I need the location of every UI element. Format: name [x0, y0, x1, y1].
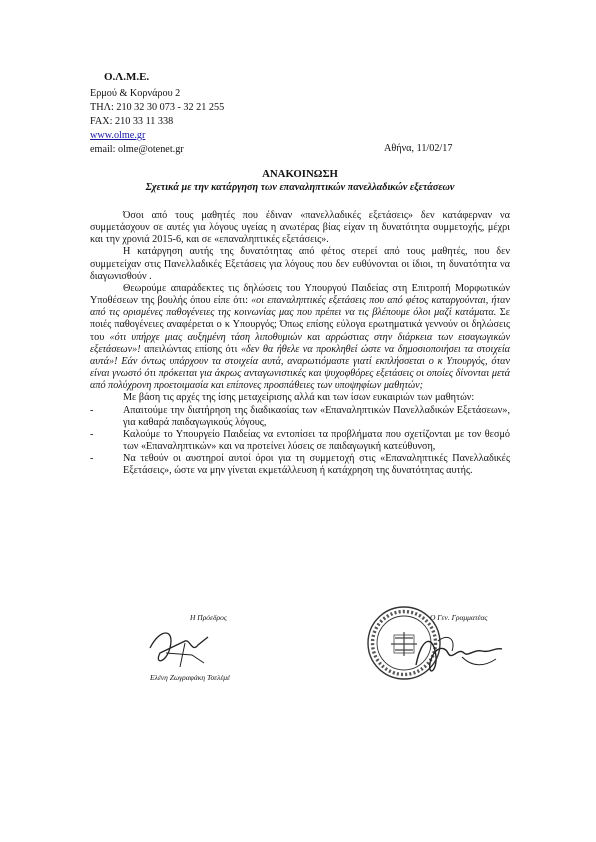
president-role: Η Πρόεδρος	[190, 613, 227, 622]
document-title: ΑΝΑΚΟΙΝΩΣΗ	[262, 168, 338, 180]
secretary-signature-block	[408, 613, 508, 683]
demand-text: Να τεθούν οι αυστηροί αυτοί όροι για τη συμμετοχή στις «Επαναληπτικές Πανελλαδικές Εξετάσεις», ώστε να μην γίνεται εκμετάλλευση ή κατάχρηση της δυνατότητας αυτής.	[123, 453, 510, 477]
president-signature	[130, 623, 250, 673]
letterhead	[90, 70, 224, 157]
org-name: Ο.Λ.Μ.Ε.	[104, 71, 150, 83]
paragraph-3-text-e: απειλώντας επίσης ότι	[140, 343, 241, 355]
date: Αθήνα, 11/02/17	[384, 143, 453, 154]
demand-item	[90, 429, 510, 453]
paragraph-3-text-a: Θεωρούμε απαράδεκτες τις δηλώσεις του Υπουργού Παιδείας στη Επιτροπή Μορφωτικών Υποθέσεων της βουλής όπου είπε ότι:	[90, 282, 510, 307]
list-dash: -	[90, 404, 94, 416]
secretary-signature	[408, 627, 508, 682]
document-body	[90, 210, 510, 477]
address: Ερμού & Κορνάρου 2	[90, 88, 181, 99]
phone: ΤΗΛ: 210 32 30 073 - 32 21 255	[90, 102, 225, 113]
list-dash: -	[90, 428, 94, 440]
demand-item	[90, 453, 510, 477]
paragraph-1: Όσοι από τους μαθητές που έδιναν «πανελλαδικές εξετάσεις» δεν κατάφερναν να συμμετάσχουν σε αυτές για λόγους υγείας η ανωτέρας βίας είχαν τη δυνατότητα συμμετοχής, μέχρι και την χρονιά 2015-6, και σε «επαναληπτικές εξετάσεις».	[90, 210, 510, 246]
paragraph-3	[90, 283, 510, 392]
fax: FAX: 210 33 11 338	[90, 116, 174, 127]
demand-item	[90, 405, 510, 429]
email: email: olme@otenet.gr	[90, 144, 184, 155]
president-name: Ελένη Ζωγραφάκη Τσελέμέ	[150, 673, 231, 682]
list-dash: -	[90, 453, 94, 465]
secretary-role: Ο Γεν. Γραμματέας	[430, 613, 488, 622]
paragraph-2: Η κατάργηση αυτής της δυνατότητας από φέτος στερεί από τους μαθητές, που δεν συμμετείχαν στις Πανελλαδικές Εξετάσεις για λόγους που δεν ευθύνονται οι ίδιοι, τη δυνατότητα να διαγωνισθούν .	[90, 246, 510, 282]
paragraph-4: Με βάση τις αρχές της ίσης μεταχείρισης αλλά και των ίσων ευκαιριών των μαθητών:	[123, 392, 475, 404]
minister-quote-3: «δεν θα ήθελε να προκληθεί ώστε να δημοσιοποιήσει τα στοιχεία αυτά»! Εάν όντως υπάρχουν τα στοιχεία αυτά, αναρωτιόμαστε γιατί εκπλήσσεται ο κ Υπουργός, όταν είναι γνωστό ότι πρόκειται για άκρως ανταγωνιστικές και ψυχοφθόρες εξετάσεις οι οποίες δίνονται μετά από πολύχρονη προετοιμασία και επίπονες προσπάθειες των υποψηφίων μαθητών;	[90, 343, 510, 392]
demand-text: Απαιτούμε την διατήρηση της διαδικασίας των «Επαναληπτικών Πανελλαδικών Εξετάσεων», για καθαρά παιδαγωγικούς λόγους,	[123, 404, 510, 428]
minister-quote-1: «οι επαναληπτικές εξετάσεις που από φέτος καταργούνται, ήταν από τις ορισμένες παθογένειες της κοινωνίας μας που πρέπει να τις βλέπουμε όλοι μαζί κατάματα.	[90, 295, 510, 319]
website-link[interactable]: www.olme.gr	[90, 130, 146, 141]
minister-quote-2: «ότι υπήρχε μιας αυξημένη τάση λιποθυμιών και αρρώστιας στην διάρκεια των εισαγωγικών εξετάσεων»!	[90, 331, 510, 355]
president-signature-block	[110, 613, 290, 688]
demand-text: Καλούμε το Υπουργείο Παιδείας να εντοπίσει τα προβλήματα που σχετίζονται με τον θεσμό των «Επαναληπτικών» και να προτείνει λύσεις σε παιδαγωγική κατεύθυνση,	[123, 428, 510, 452]
paragraph-3-text-c: Σε ποιές παθογένειες αναφέρεται ο κ Υπουργός; Όπως επίσης εύλογα ερωτηματικά γεννούν οι δηλώσεις του	[90, 307, 511, 343]
document-subtitle: Σχετικά με την κατάργηση των επαναληπτικών πανελλαδικών εξετάσεων	[145, 182, 455, 193]
